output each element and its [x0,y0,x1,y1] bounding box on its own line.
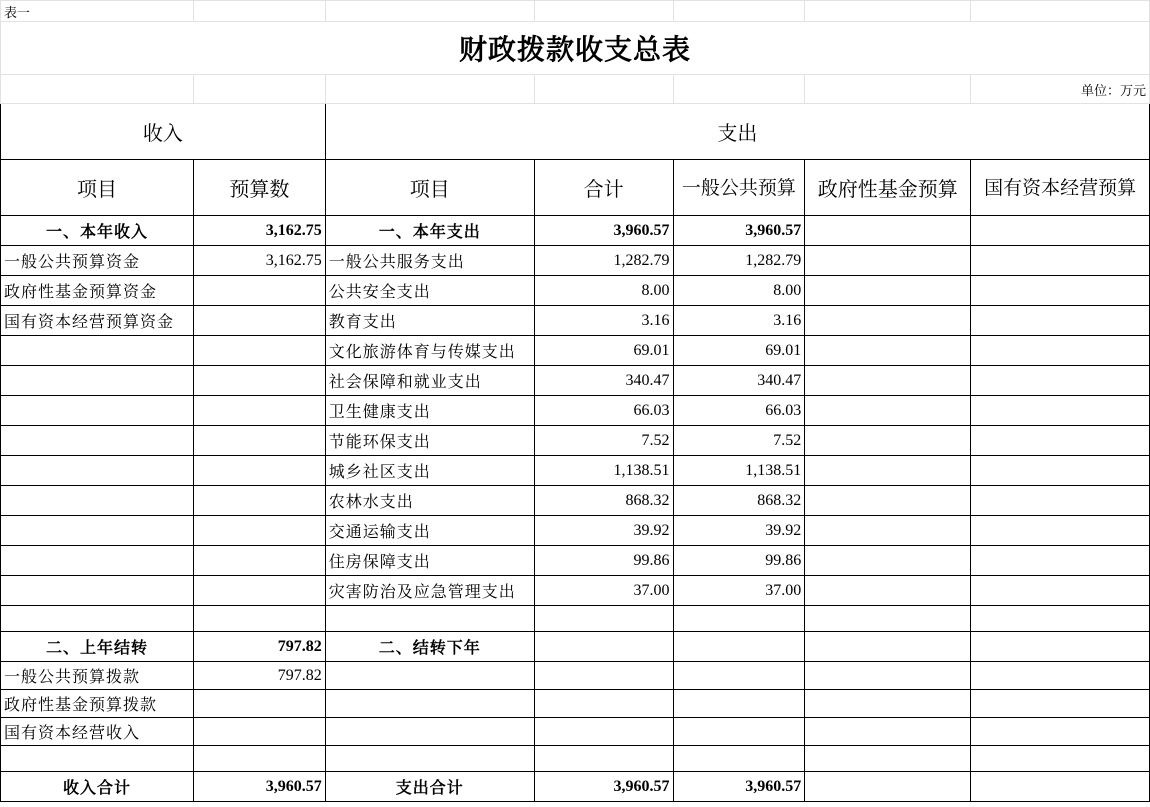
expense-item-general: 69.01 [673,336,805,366]
expense-item-total: 37.00 [534,576,673,606]
expense-header: 支出 [325,104,1149,160]
expense-item-total: 99.86 [534,546,673,576]
state-capital-header: 国有资本经营预算 [971,160,1150,216]
expense-item-total: 1,138.51 [534,456,673,486]
expense-item-general: 66.03 [673,396,805,426]
income-current-value: 3,162.75 [193,216,325,246]
expense-item-total: 7.52 [534,426,673,456]
sheet-tag: 表一 [1,1,194,22]
expense-item-label: 住房保障支出 [325,546,534,576]
expense-total-general: 3,960.57 [673,772,805,802]
table-row [1,718,1150,746]
income-total-value: 3,960.57 [193,772,325,802]
expense-item-general: 99.86 [673,546,805,576]
income-item-header: 项目 [1,160,194,216]
expense-item-header: 项目 [325,160,534,216]
expense-item-general: 37.00 [673,576,805,606]
table-row [1,246,1150,276]
expense-item-label: 一般公共服务支出 [325,246,534,276]
expense-total-value: 3,960.57 [534,772,673,802]
expense-item-label: 农林水支出 [325,486,534,516]
table-row [1,396,1150,426]
income-item-label: 政府性基金预算资金 [1,276,194,306]
expense-item-general: 39.92 [673,516,805,546]
expense-item-general: 340.47 [673,366,805,396]
expense-item-total: 868.32 [534,486,673,516]
carry-item-label: 政府性基金预算拨款 [1,690,194,718]
table-row [1,426,1150,456]
table-row [1,576,1150,606]
income-item-value: 3,162.75 [193,246,325,276]
income-item-label: 一般公共预算资金 [1,246,194,276]
expense-total-header: 合计 [534,160,673,216]
income-item-value [193,306,325,336]
carry-item-value [193,718,325,746]
table-row [1,306,1150,336]
expense-item-total: 1,282.79 [534,246,673,276]
expense-item-total: 340.47 [534,366,673,396]
general-budget-header: 一般公共预算 [673,160,805,216]
income-total-label: 收入合计 [1,772,194,802]
expense-current-label: 一、本年支出 [325,216,534,246]
table-row [1,516,1150,546]
expense-current-total: 3,960.57 [534,216,673,246]
income-current-label: 一、本年收入 [1,216,194,246]
expense-item-label: 公共安全支出 [325,276,534,306]
expense-item-label: 教育支出 [325,306,534,336]
gov-fund-header: 政府性基金预算 [805,160,971,216]
expense-item-label: 灾害防治及应急管理支出 [325,576,534,606]
table-row [1,456,1150,486]
expense-item-general: 8.00 [673,276,805,306]
table-row [1,366,1150,396]
expense-item-total: 39.92 [534,516,673,546]
expense-item-total: 66.03 [534,396,673,426]
income-carry-value: 797.82 [193,632,325,662]
income-item-label: 国有资本经营预算资金 [1,306,194,336]
expense-item-general: 3.16 [673,306,805,336]
expense-item-label: 节能环保支出 [325,426,534,456]
income-item-value [193,276,325,306]
table-row [1,662,1150,690]
expense-total-label: 支出合计 [325,772,534,802]
unit-label: 单位：万元 [971,75,1150,104]
table-row [1,546,1150,576]
table-row [1,690,1150,718]
expense-item-general: 1,138.51 [673,456,805,486]
table-row [1,336,1150,366]
expense-item-general: 1,282.79 [673,246,805,276]
page-title: 财政拨款收支总表 [1,22,1150,75]
expense-item-total: 3.16 [534,306,673,336]
carry-item-value: 797.82 [193,662,325,690]
income-carry-label: 二、上年结转 [1,632,194,662]
expense-item-general: 7.52 [673,426,805,456]
expense-item-general: 868.32 [673,486,805,516]
expense-item-label: 文化旅游体育与传媒支出 [325,336,534,366]
expense-item-total: 8.00 [534,276,673,306]
expense-item-label: 社会保障和就业支出 [325,366,534,396]
expense-item-total: 69.01 [534,336,673,366]
table-row [1,486,1150,516]
expense-item-label: 城乡社区支出 [325,456,534,486]
expense-item-label: 交通运输支出 [325,516,534,546]
carry-item-value [193,690,325,718]
expense-carry-label: 二、结转下年 [325,632,534,662]
income-budget-header: 预算数 [193,160,325,216]
carry-item-label: 一般公共预算拨款 [1,662,194,690]
expense-item-label: 卫生健康支出 [325,396,534,426]
carry-item-label: 国有资本经营收入 [1,718,194,746]
table-row [1,276,1150,306]
expense-current-general: 3,960.57 [673,216,805,246]
income-header: 收入 [1,104,326,160]
